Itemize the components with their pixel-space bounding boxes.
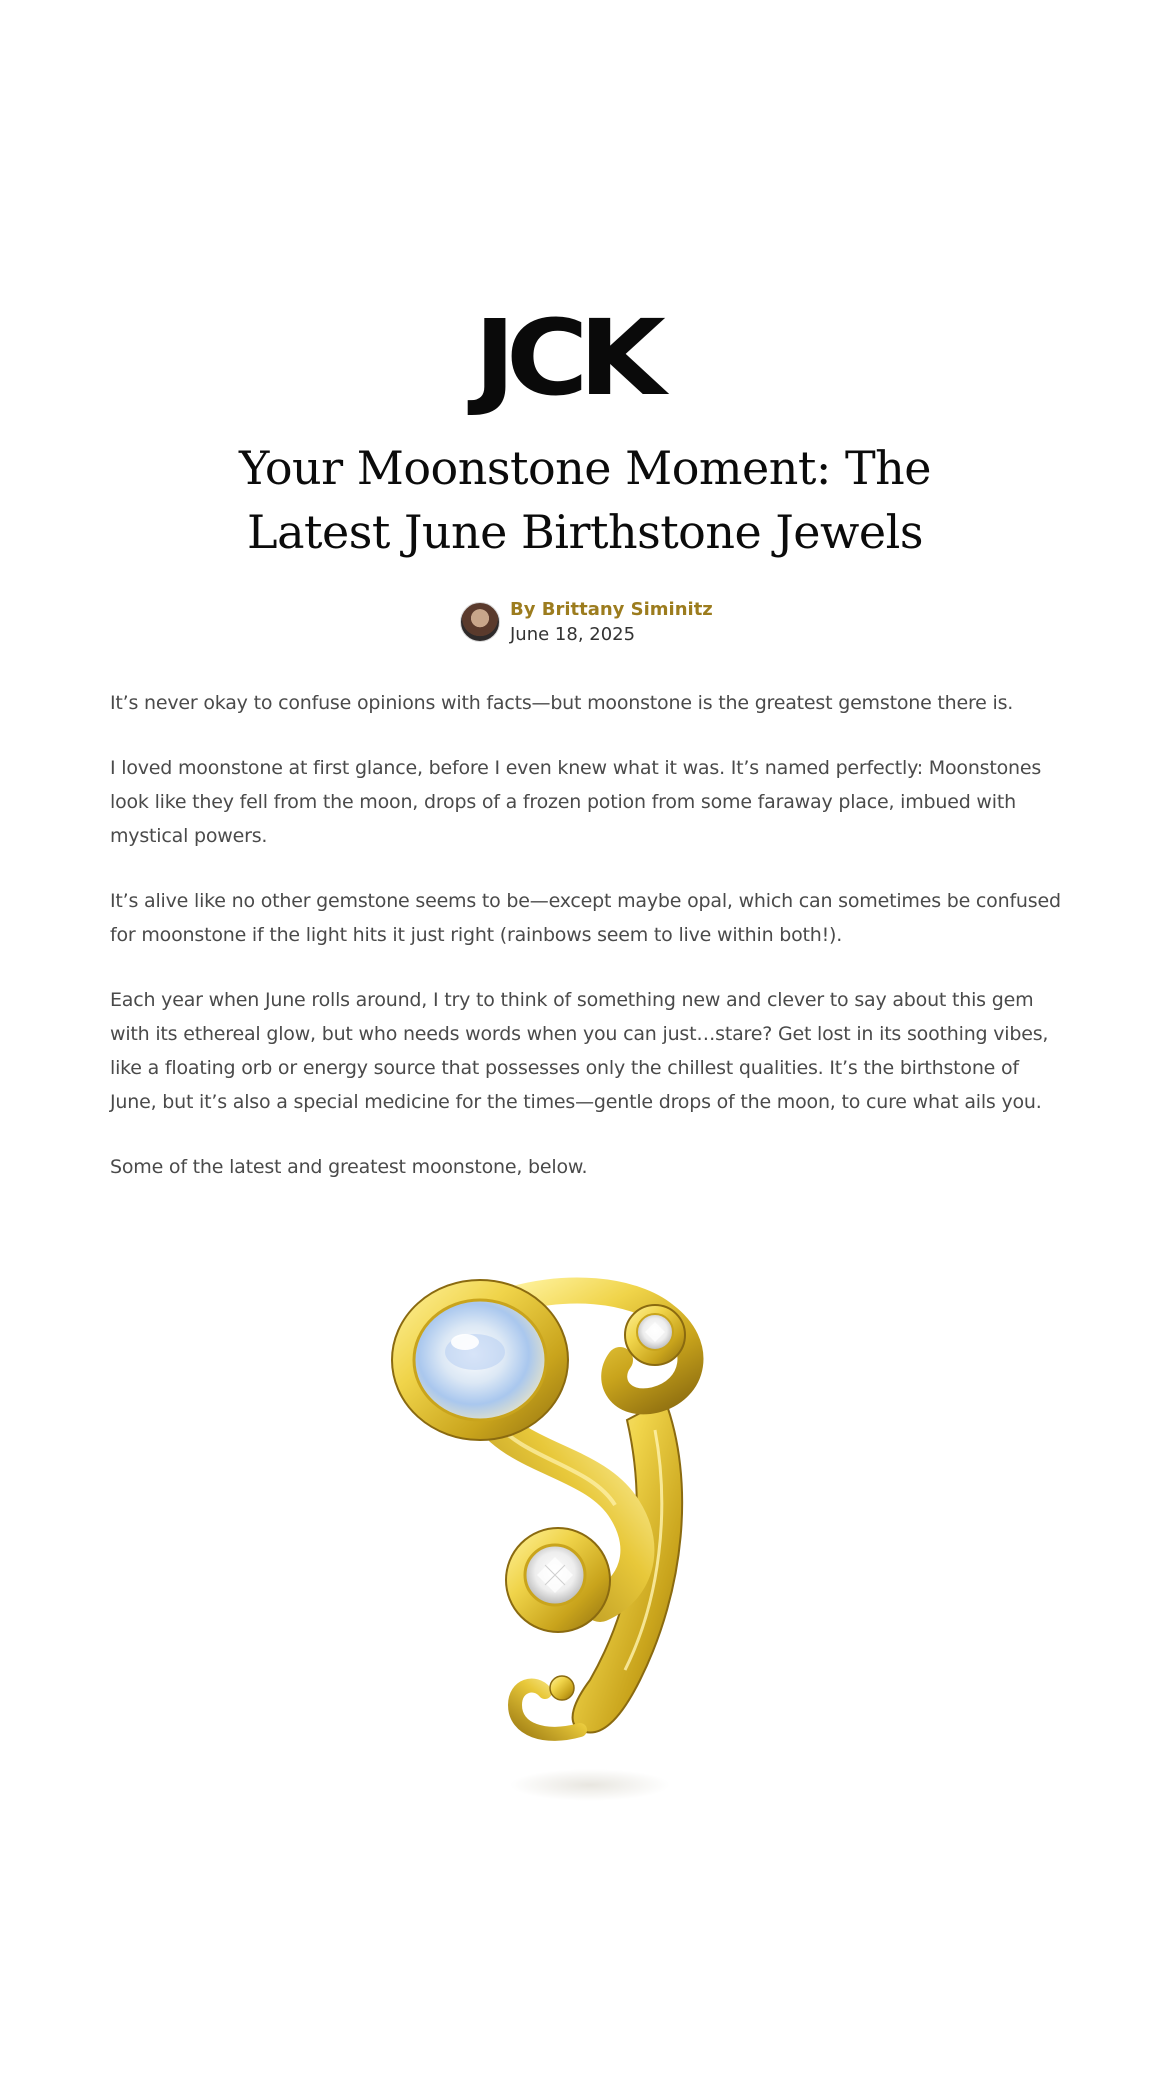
- author-link[interactable]: By Brittany Siminitz: [510, 599, 713, 620]
- byline: [460, 594, 713, 650]
- article-paragraph: Each year when June rolls around, I try to think of something new and clever to say about this gem with its ethereal glow, but who needs words when you can just…stare? Get lost in its soothing vibes, like a floating orb or energy source that possesses only the chillest qualities. It’s the birthstone of June, but it’s also a special medicine for the times—gentle drops of the moon, to cure what ails you.: [110, 989, 1049, 1113]
- article-title: Your Moonstone Moment: The Latest June Birthstone Jewels: [238, 441, 932, 559]
- article-paragraph: I loved moonstone at first glance, before I even knew what it was. It’s named perfectly: Moonstones look like they fell from the moon, drops of a frozen potion from some faraway place, imbued with mystical powers.: [110, 757, 1042, 847]
- article-paragraph: Some of the latest and greatest moonstone, below.: [110, 1156, 588, 1178]
- article-paragraph: It’s alive like no other gemstone seems to be—except maybe opal, which can sometimes be confused for moonstone if the light hits it just right (rainbows seem to live within both!).: [110, 890, 1061, 946]
- byline-text: [510, 597, 713, 647]
- article-paragraph: It’s never okay to confuse opinions with facts—but moonstone is the greatest gemstone there is.: [110, 692, 1014, 714]
- publish-date: June 18, 2025: [510, 624, 636, 645]
- moonstone-ring-image: [365, 1260, 805, 1820]
- jck-logo[interactable]: JCK: [473, 297, 657, 419]
- author-avatar[interactable]: [460, 602, 500, 642]
- article-body: [110, 686, 1070, 1215]
